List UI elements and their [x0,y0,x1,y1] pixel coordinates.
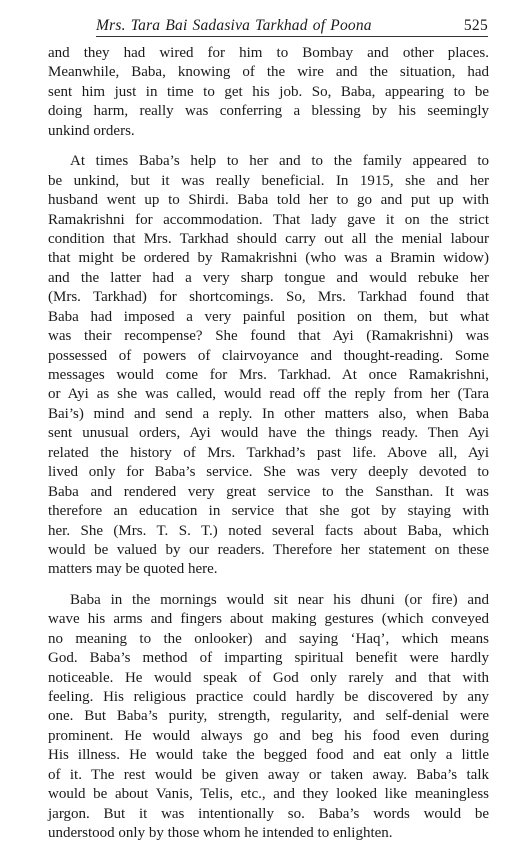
text-line: wave his arms and fingers about making gestures (which conveyed [48,611,489,628]
text-line: understood only by those whom he intended to enlighten. [48,825,393,842]
text-line: doing harm, really was conferring a blessing by his seemingly [48,103,489,120]
text-line: God. Baba’s method of imparting spiritual benefit were hardly [48,650,489,667]
text-line: Baba had imposed a very painful position on them, but what [48,308,489,325]
text-line: lived only for Baba’s service. She was very deeply devoted to [48,464,489,481]
text-line: sent him just in time to get his job. So, Baba, appearing to be [48,83,489,100]
text-line: husband went up to Shirdi. Baba told her to go and put up with [48,192,489,209]
body-text [48,44,489,844]
text-line: Baba in the mornings would sit near his dhuni (or fire) and [70,591,489,608]
text-line: jargon. But it was intentionally so. Baba’s words would be [48,805,489,822]
running-header [96,16,488,37]
text-line: therefore an education in service that she got by staying with [48,503,489,520]
text-line: of it. The rest would be given away or taken away. Baba’s talk [48,766,489,783]
page-number: 525 [463,17,488,34]
paragraph-2 [48,152,489,580]
text-line: Bai’s) mind and send a reply. In other matters also, when Baba [48,405,489,422]
text-line: that might be ordered by Ramakrishni (who was a Bramin widow) [48,250,489,267]
paragraph-1 [48,44,489,141]
text-line: and the latter had a very sharp tongue and would rebuke her [48,269,489,286]
text-line: sent unusual orders, Ayi would have the things ready. Then Ayi [48,425,489,442]
text-line: her. She (Mrs. T. S. T.) noted several facts about Baba, which [48,522,489,539]
text-line: messages would come for Mrs. Tarkhad. At once Ramakrishni, [48,367,489,383]
text-line: noticeable. He would speak of God only rarely and that with [48,669,489,686]
text-line: related the history of Mrs. Tarkhad’s past life. Above all, Ayi [48,444,489,461]
text-line: one. But Baba’s purity, strength, regularity, and self-denial were [48,708,489,725]
running-title: Mrs. Tara Bai Sadasiva Tarkhad of Poona [96,17,372,34]
text-line: (Mrs. Tarkhad) for shortcomings. So, Mrs. Tarkhad found that [48,289,489,306]
text-line: possessed of powers of clairvoyance and thought-reading. Some [48,347,489,364]
text-line: or Ayi as she was called, would read off the reply from her (Tara [48,386,489,403]
paragraph-3 [48,591,489,844]
text-line: Ramakrishni for accommodation. That lady gave it on the strict [48,211,489,228]
text-line: His illness. He would take the begged food and eat only a little [48,747,489,764]
text-line: was their recompense? She found that Ayi (Ramakrishni) was [48,328,489,345]
text-line: and they had wired for him to Bombay and other places. [48,45,489,61]
text-line: Baba and rendered very great service to the Sansthan. It was [48,483,489,500]
text-line: be unkind, but it was really beneficial. In 1915, she and her [48,172,489,189]
text-line: unkind orders. [48,122,135,139]
text-line: At times Baba’s help to her and to the family appeared to [70,153,489,170]
text-line: would be valued by our readers. Therefore her statement on these [48,541,489,558]
text-line: would be about Vanis, Telis, etc., and they looked like meaningless [48,786,489,803]
text-line: matters may be quoted here. [48,561,218,578]
text-line: prominent. He would always go and beg his food even during [48,727,489,744]
text-line: no meaning to the onlooker) and saying ‘Haq’, which means [48,630,489,647]
text-line: Meanwhile, Baba, knowing of the wire and the situation, had [48,64,489,81]
text-line: feeling. His religious practice could hardly be discovered by any [48,689,489,705]
text-line: condition that Mrs. Tarkhad should carry out all the menial labour [48,230,489,247]
